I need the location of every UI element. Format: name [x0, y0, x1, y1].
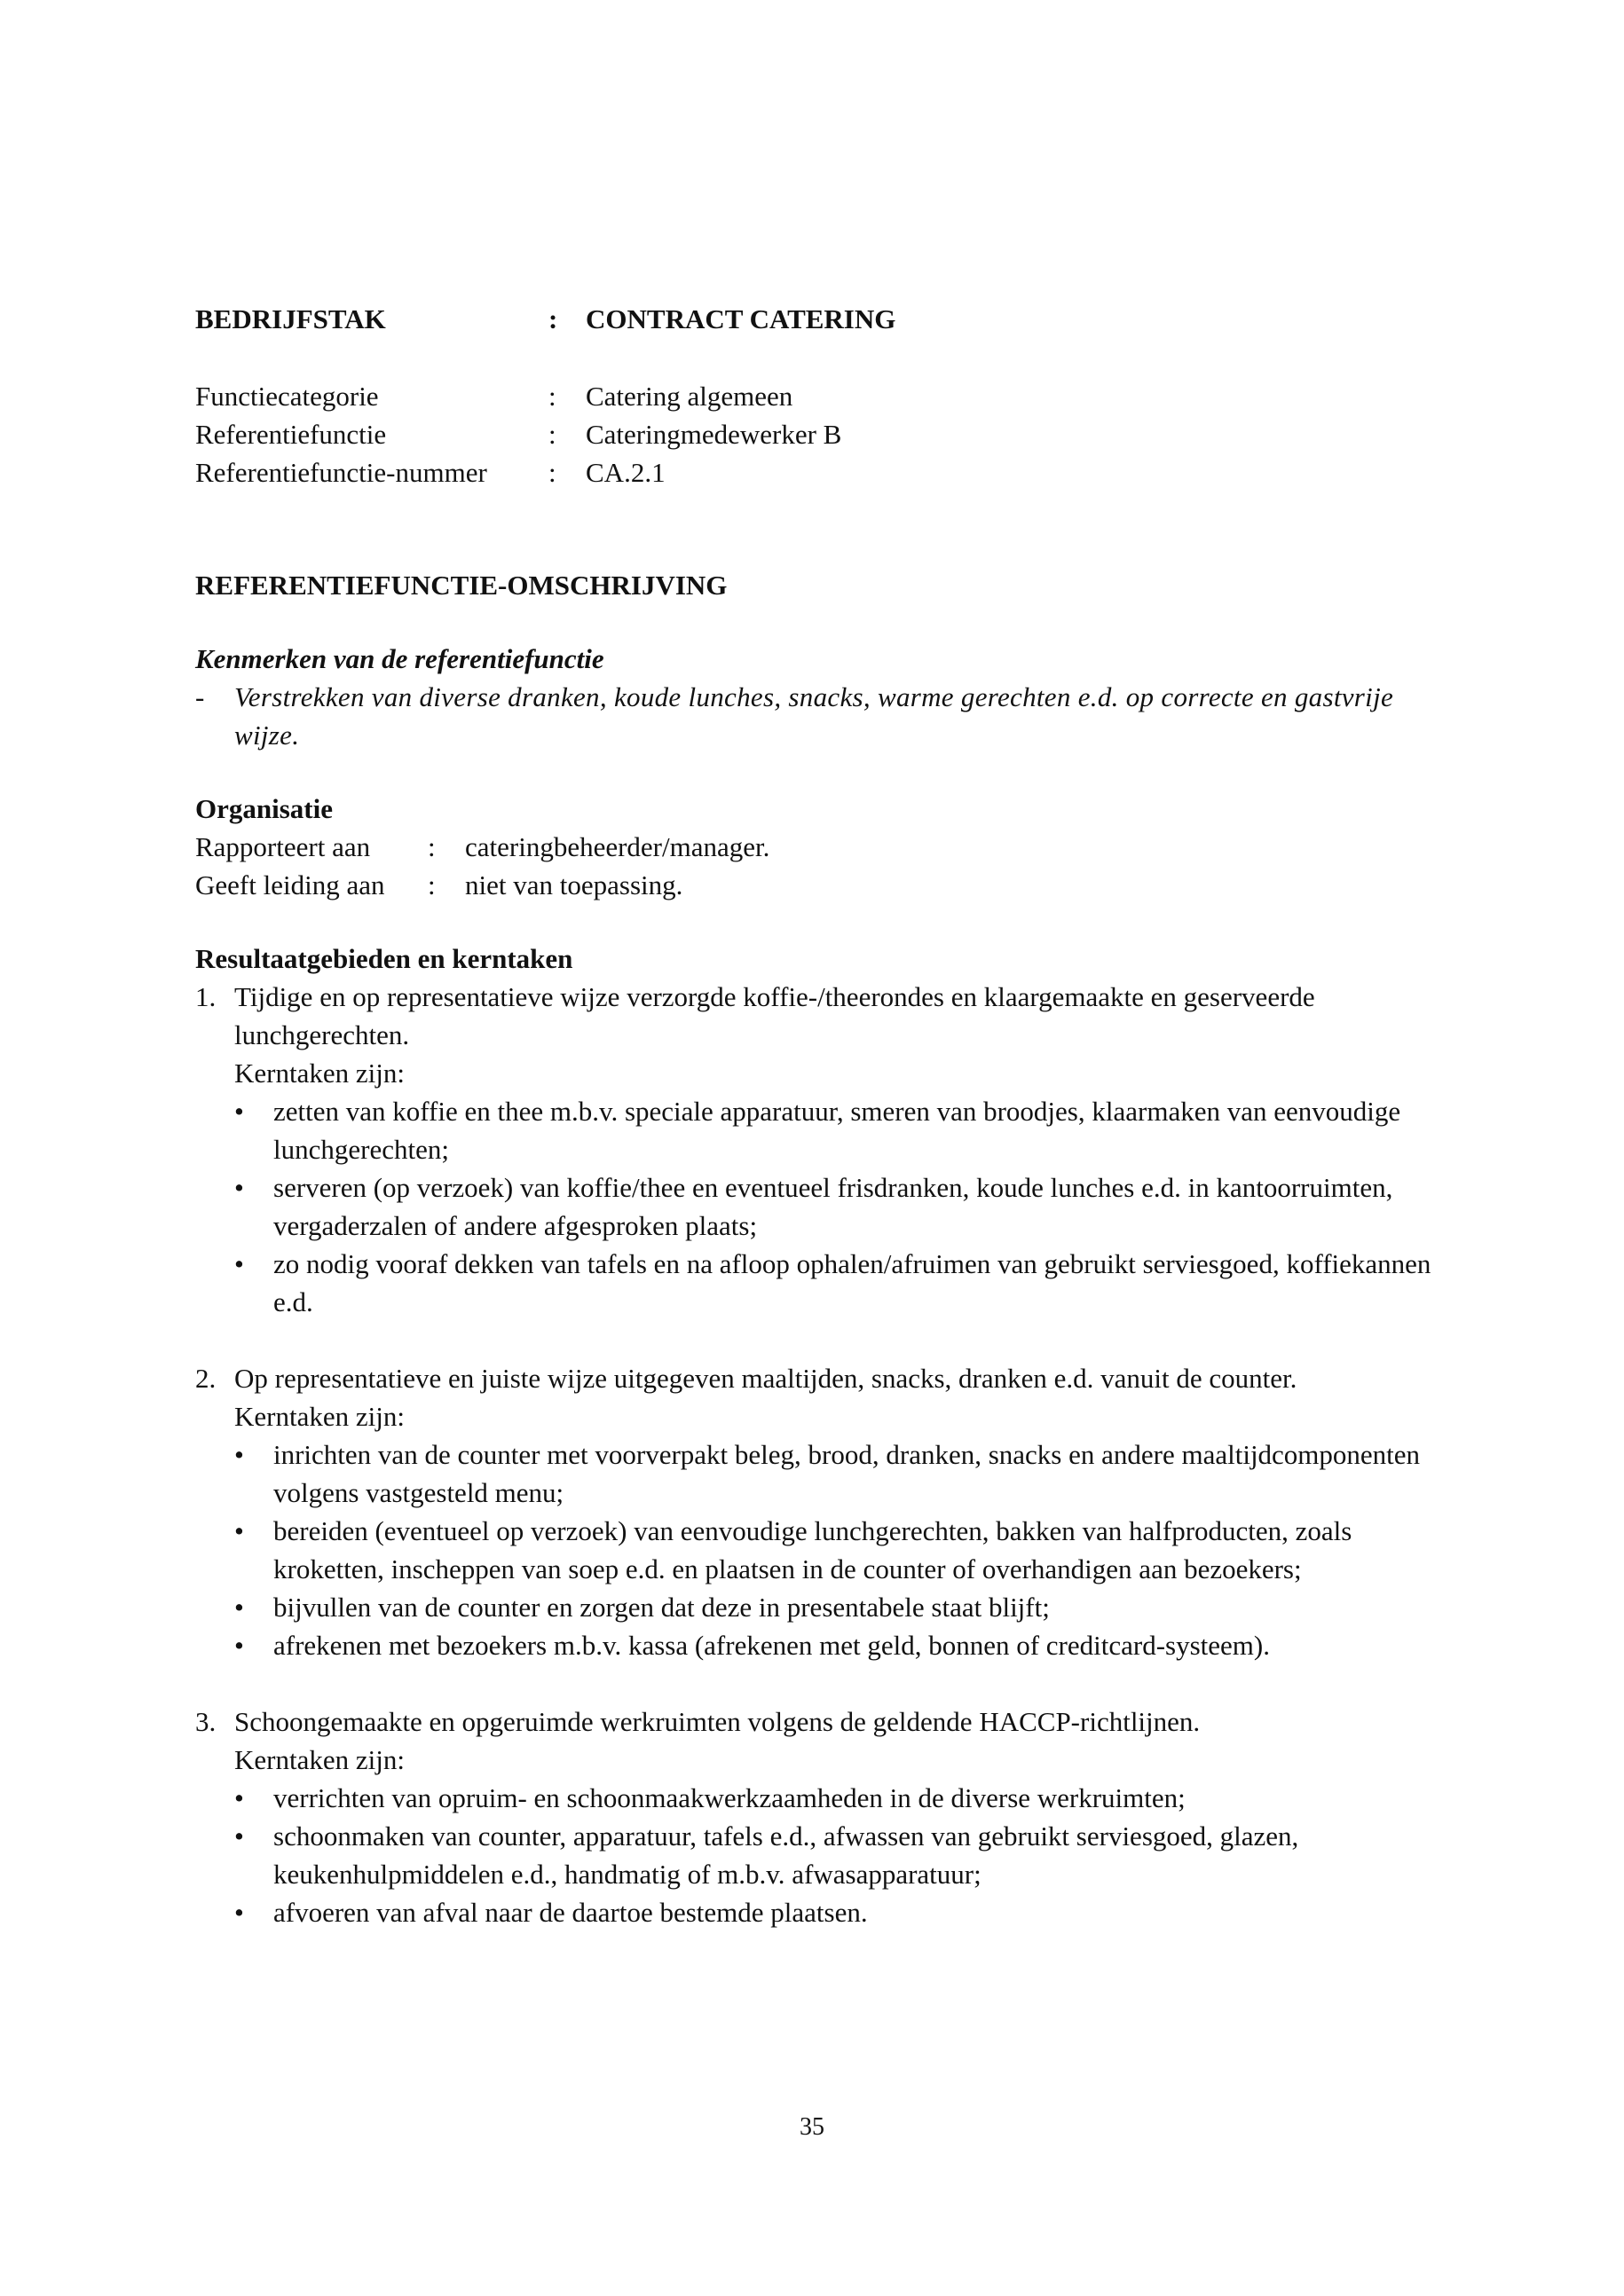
meta-label: Referentiefunctie: [195, 419, 387, 450]
task-item: [234, 1779, 1438, 1817]
result-text: Tijdige en op representatieve wijze verzorgde koffie-/theerondes en klaargemaakte en geserveerde lunchgerechten.: [234, 981, 1315, 1050]
task-text: bereiden (eventueel op verzoek) van eenvoudige lunchgerechten, bakken van halfproducten, zoals kroketten, inscheppen van soep e.d. en plaatsen in de counter of overhandigen aan bezoekers;: [273, 1515, 1352, 1584]
task-item: [234, 1512, 1438, 1588]
meta-label: Functiecategorie: [195, 381, 379, 412]
dash-marker: -: [195, 681, 205, 712]
result-text: Op representatieve en juiste wijze uitgegeven maaltijden, snacks, dranken e.d. vanuit de counter.: [234, 1363, 1297, 1394]
task-text: bijvullen van de counter en zorgen dat deze in presentabele staat blijft;: [273, 1592, 1050, 1623]
task-item: [234, 1435, 1438, 1512]
bullet-icon: •: [234, 1782, 244, 1813]
bullet-icon: •: [234, 1820, 244, 1852]
bullet-icon: •: [234, 1096, 244, 1127]
task-text: verrichten van opruim- en schoonmaakwerkzaamheden in de diverse werkruimten;: [273, 1782, 1186, 1813]
kenmerken-item: [195, 678, 1438, 754]
org-row-leads: [195, 866, 1438, 904]
result-item-2: [195, 1359, 1438, 1664]
task-text: afvoeren van afval naar de daartoe bestemde plaatsen.: [273, 1897, 868, 1928]
sector-row: [195, 300, 1438, 338]
bullet-icon: •: [234, 1248, 244, 1279]
result-item-3: [195, 1702, 1438, 1931]
meta-colon: :: [548, 457, 556, 488]
resultaat-title: Resultaatgebieden en kerntaken: [195, 943, 573, 974]
meta-value: Catering algemeen: [586, 381, 793, 412]
task-item: [234, 1245, 1438, 1321]
bullet-icon: •: [234, 1592, 244, 1623]
task-text: inrichten van de counter met voorverpakt beleg, brood, dranken, snacks en andere maaltijdcomponenten volgens vastgesteld menu;: [273, 1439, 1421, 1508]
result-text: Schoongemaakte en opgeruimde werkruimten volgens de geldende HACCP-richtlijnen.: [234, 1706, 1201, 1737]
result-item-1: [195, 978, 1438, 1321]
bullet-icon: •: [234, 1172, 244, 1203]
meta-colon: :: [548, 419, 556, 450]
meta-value: Cateringmedewerker B: [586, 419, 842, 450]
org-colon: :: [428, 869, 436, 900]
function-meta: [195, 377, 1438, 491]
bullet-icon: •: [234, 1515, 244, 1546]
sector-colon: :: [548, 303, 558, 334]
org-row-reports: [195, 828, 1438, 866]
task-list: [234, 1092, 1438, 1321]
kerntaken-label: Kerntaken zijn:: [234, 1058, 405, 1089]
section-title: REFERENTIEFUNCTIE-OMSCHRIJVING: [195, 570, 728, 601]
page-number: 35: [800, 2113, 824, 2141]
org-label: Geeft leiding aan: [195, 869, 385, 900]
result-number: 1.: [195, 981, 217, 1012]
task-text: afrekenen met bezoekers m.b.v. kassa (afrekenen met geld, bonnen of creditcard-systeem).: [273, 1630, 1270, 1661]
kerntaken-label: Kerntaken zijn:: [234, 1744, 405, 1775]
meta-colon: :: [548, 381, 556, 412]
org-value: cateringbeheerder/manager.: [465, 831, 770, 862]
org-value: niet van toepassing.: [465, 869, 683, 900]
task-list: [234, 1435, 1438, 1664]
kerntaken-label: Kerntaken zijn:: [234, 1401, 405, 1432]
document-page: [195, 300, 1438, 1931]
meta-row-function: [195, 415, 1438, 453]
task-item: [234, 1893, 1438, 1931]
task-item: [234, 1626, 1438, 1664]
task-text: schoonmaken van counter, apparatuur, tafels e.d., afwassen van gebruikt serviesgoed, glazen, keukenhulpmiddelen e.d., handmatig of m.b.v. afwasapparatuur;: [273, 1820, 1299, 1890]
meta-value: CA.2.1: [586, 457, 666, 488]
bullet-icon: •: [234, 1897, 244, 1928]
task-list: [234, 1779, 1438, 1931]
org-colon: :: [428, 831, 436, 862]
task-text: serveren (op verzoek) van koffie/thee en eventueel frisdranken, koude lunches e.d. in kantoorruimten, vergaderzalen of andere afgesproken plaats;: [273, 1172, 1393, 1241]
bullet-icon: •: [234, 1630, 244, 1661]
sector-label: BEDRIJFSTAK: [195, 303, 386, 334]
meta-row-number: [195, 453, 1438, 491]
bullet-icon: •: [234, 1439, 244, 1470]
sector-value: CONTRACT CATERING: [586, 303, 896, 334]
result-number: 2.: [195, 1363, 217, 1394]
result-number: 3.: [195, 1706, 217, 1737]
kenmerken-title: Kenmerken van de referentiefunctie: [195, 643, 604, 674]
meta-label: Referentiefunctie-nummer: [195, 457, 487, 488]
organisatie-title: Organisatie: [195, 793, 333, 824]
meta-row-category: [195, 377, 1438, 415]
task-text: zo nodig vooraf dekken van tafels en na afloop ophalen/afruimen van gebruikt serviesgoed, koffiekannen e.d.: [273, 1248, 1431, 1317]
task-item: [234, 1092, 1438, 1168]
task-text: zetten van koffie en thee m.b.v. speciale apparatuur, smeren van broodjes, klaarmaken van eenvoudige lunchgerechten;: [273, 1096, 1401, 1165]
task-item: [234, 1168, 1438, 1245]
task-item: [234, 1817, 1438, 1893]
task-item: [234, 1588, 1438, 1626]
org-label: Rapporteert aan: [195, 831, 371, 862]
kenmerken-text: Verstrekken van diverse dranken, koude lunches, snacks, warme gerechten e.d. op correcte en gastvrije wijze.: [234, 681, 1394, 751]
